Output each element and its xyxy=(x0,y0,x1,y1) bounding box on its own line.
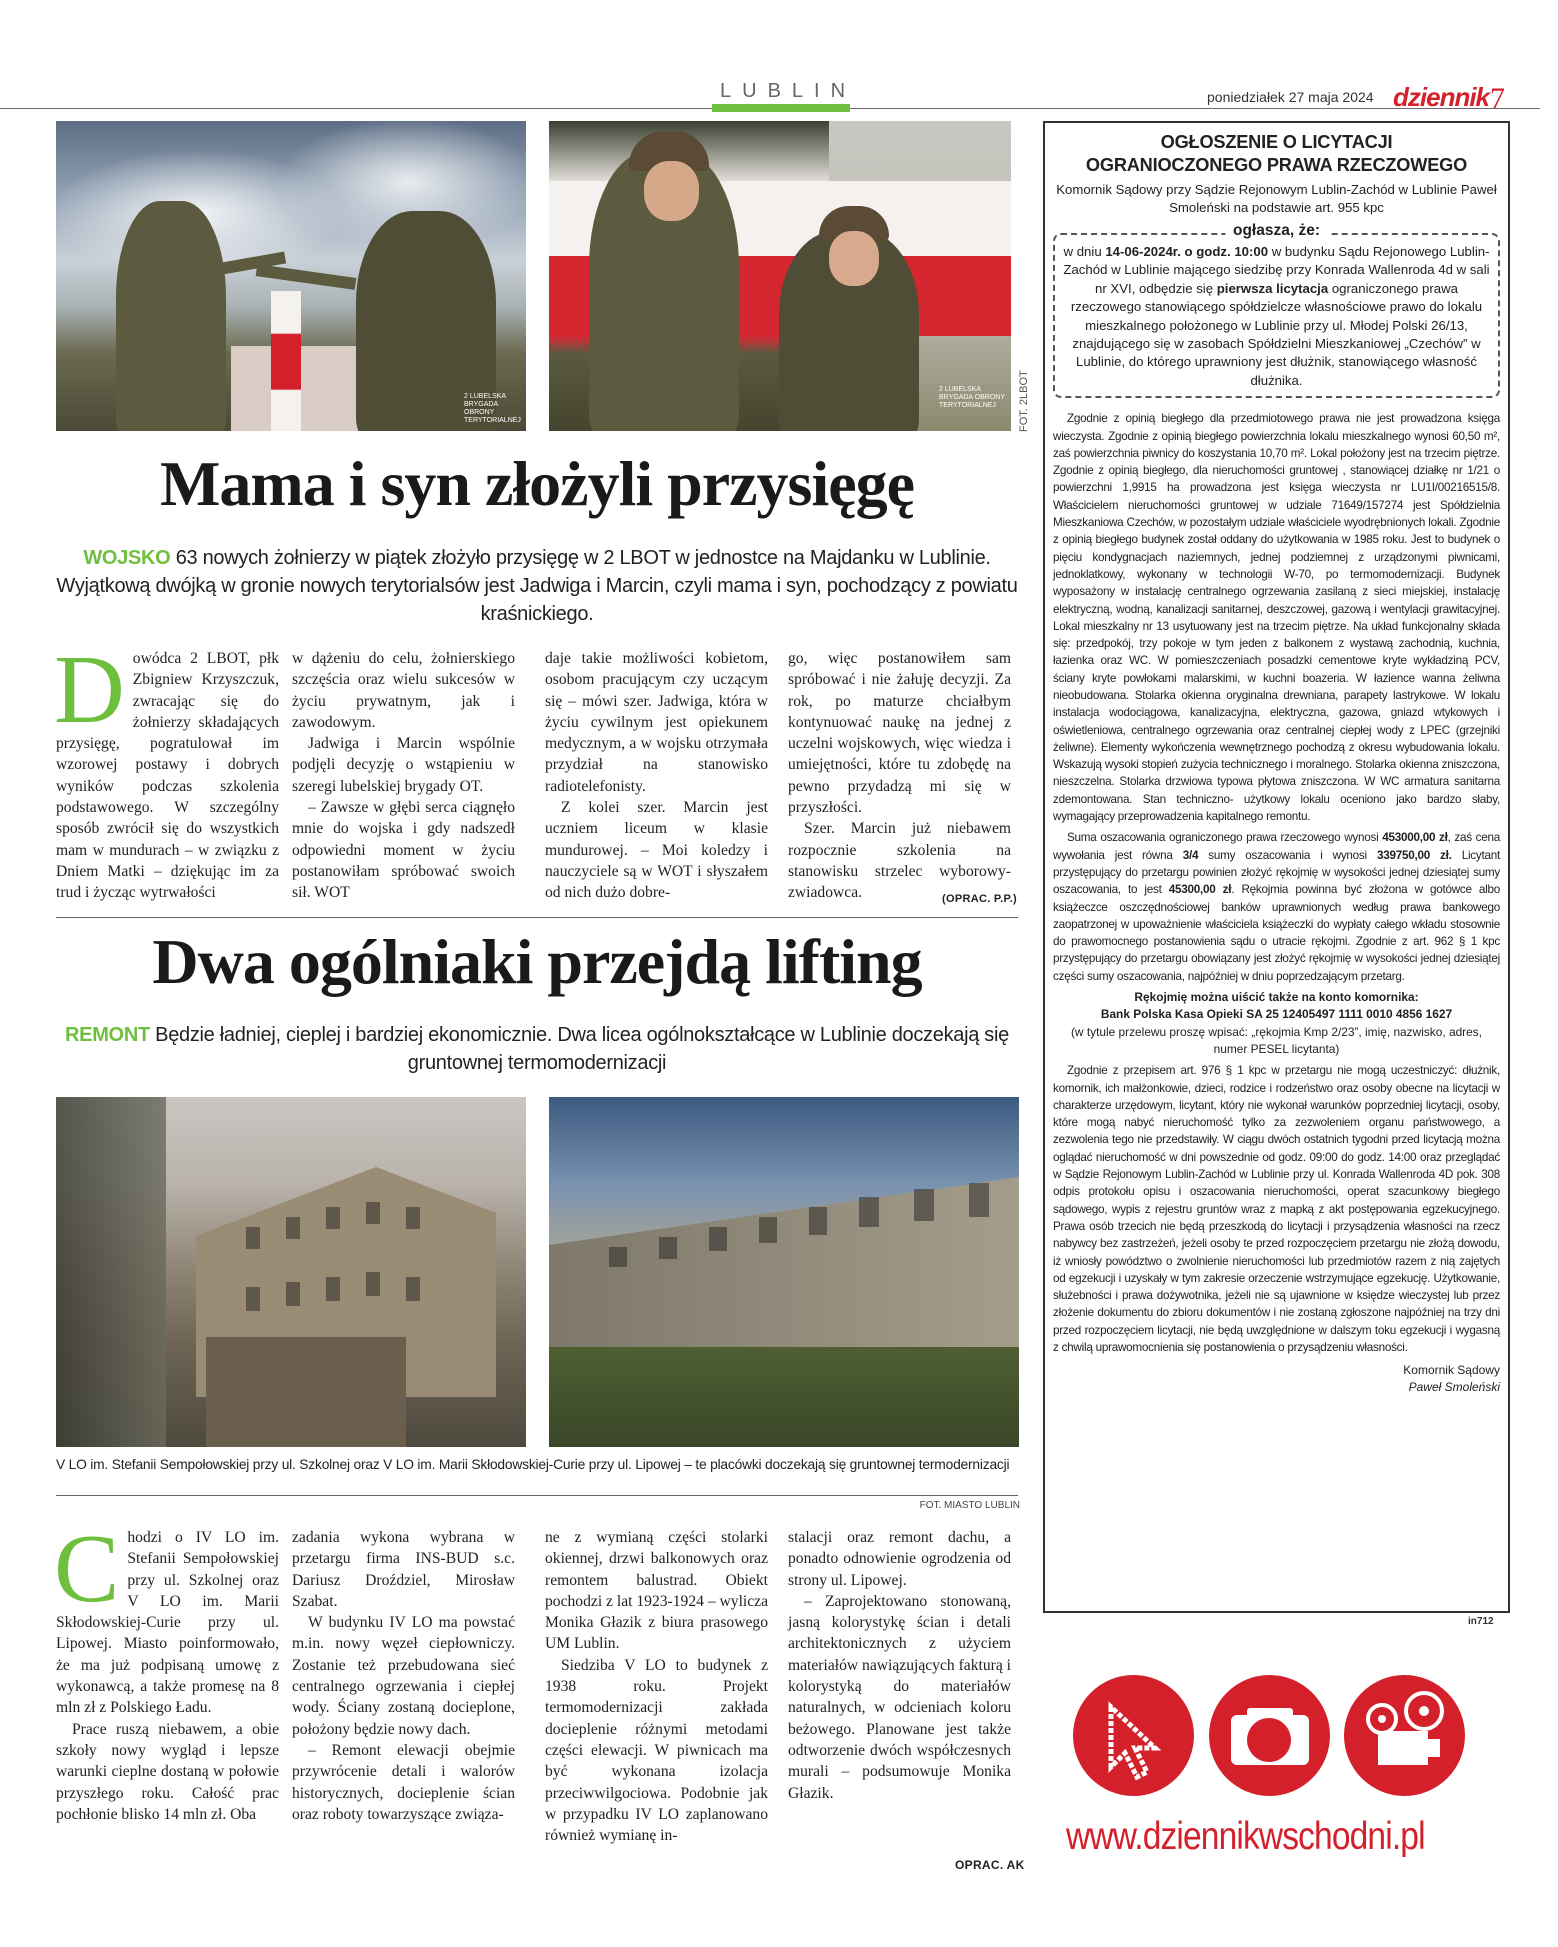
notice-issuer: Komornik Sądowy przy Sądzie Rejonowym Lublin-Zachód w Lublinie Paweł Smoleński na podstawie art. 955 kpc xyxy=(1056,182,1497,215)
auction-notice xyxy=(1043,121,1510,1613)
paragraph: stalacji oraz remont dachu, a ponadto odnowienie ogrodzenia od strony ul. Lipowej. xyxy=(788,1529,1011,1589)
photo-v-lo-building xyxy=(549,1097,1019,1447)
property-description: Zgodnie z opinią biegłego dla przedmiotowego prawa nie jest prowadzona księga wieczysta. Zgodnie z opinią biegłego powierzchnia lokalu mieszkalnego wynosi 60,50 m², zaś powierzchnia piwnicy do koszystania 10,70 m². Lokal położony jest na trzecim piętrze. Zgodnie z opinią biegłego, dla nieruchomości gruntowej , stanowiącej działkę nr 1/21 o powierzchni 1,9915 ha prowadzona jest księga wieczysta nr LU1I/00216515/8. Właścicielem nieruchomości gruntowej w udziale 71649/157274 jest Spółdzielnia Mieszkaniowa Czechów, w pozostałym udziale właściciele wyodrębnionych lokali. Zgodnie z opinią biegłego budynek został oddany do użytkowania w 1985 roku. Jest to budynek o pięciu kondygnacjach naziemnych, jednej podziemnej z urządzonymi piwnicami, jednoklatkowy, wykonany w technologii W-70, po termomodernizacji. Budynek wyposażony w instalację centralnego ogrzewania zasilaną z sieci miejskiej, instalację elektryczną, wodną, kanalizacji sanitarnej, deszczowej, gazową i wentylacji grawitacyjnej. Lokal mieszkalny nr 13 usytuowany jest na trzecim piętrze. Na układ funkcjonalny składa się: przedpokój, trzy pokoje w tym jeden z balkonem z wystawą zachodnią, kuchnia, łazienka oraz WC. W pomieszczeniach posadzki cementowe kryte wykładziną PCV, ściany kryte powłokami malarskimi, w kuchni boazeria. W łazience wanna żeliwna nieobudowana. Stolarka okienna oryginalna drewniana, parapety lastrykowe. W lokalu instalacja wodociągowa, kanalizacyjna, elektryczna, gazowa, gniazd wtykowych i oświetleniowa, centralnego ogrzewania oraz centralnej ciepłej wody z LPEC (grzejniki żeliwne). Elementy wykończenia wewnętrznego pochodzą z okresu wybudowania lokalu. Wskazują wysoki stopień zużycia technicznego i moralnego. Stolarka okienna zniszczona, nieszczelna. Stolarka drzwiowa typowa płytowa zniszczona. W WC armatura sanitarna zdemontowana. Stan techniczno- użytkowy lokalu oceniono jako bardzo słaby, wymagający przeprowadzenia kapitalnego remontu. xyxy=(1053,412,1500,824)
text: Licytant przystępujący do przetargu powinien złożyć rękojmię w wysokości jednej dziesiątej sumy oszacowania, to jest xyxy=(1053,848,1500,897)
article-column xyxy=(788,648,1011,904)
photo-caption: V LO im. Stefanii Sempołowskiej przy ul. Szkolnej oraz V LO im. Marii Skłodowskiej-Curie przy ul. Lipowej – te placówki doczekają się gruntownej termodernizacji xyxy=(56,1457,1010,1472)
paragraph: owódca 2 LBOT, płk Zbigniew Krzyszczuk, zwracając się do żołnierzy składających przysięgę, pogratulował im wzorowej postawy i dobrych wyników podczas szkolenia podstawowego. W szczególny sposób zwrócił się do wszystkich mam w mundurach – w związku z Dniem Matki – dziękując im za trud i życząc wytrwałości xyxy=(56,650,279,902)
window xyxy=(859,1197,879,1227)
window xyxy=(406,1277,420,1301)
paragraph: – Remont elewacji obejmie przywrócenie detali i walorów historycznych, docieplenie ścian oraz roboty towarzyszące związa- xyxy=(292,1741,515,1823)
window xyxy=(366,1202,380,1224)
lead xyxy=(56,1021,1018,1077)
valuation-paragraph xyxy=(1053,829,1500,985)
notice-signature xyxy=(1053,1362,1500,1396)
paragraph: ne z wymianą części stolarki okiennej, drzwi balkonowych oraz remontem balustrad. Obiekt pochodzi z lat 1923-1924 – wylicza Monika Głazik z biura prasowego UM Lublin. xyxy=(545,1529,769,1653)
section-accent-bar xyxy=(712,104,850,112)
headline: Dwa ogólniaki przejdą lifting xyxy=(152,926,922,997)
auction-date: 14-06-2024r. o godz. 10:00 xyxy=(1105,244,1269,259)
window xyxy=(326,1277,340,1301)
article-column xyxy=(545,1527,768,1846)
lead-text: 63 nowych żołnierzy w piątek złożyło przysięgę w 2 LBOT w jednostce na Majdanku w Lublinie. Wyjątkową dwójką w gronie nowych terytorialsów jest Jadwiga i Marcin, czyli mama i syn, pochodzący z powiatu kraśnickiego. xyxy=(56,547,1018,625)
paragraph: Siedziba V LO to budynek z 1938 roku. Projekt termomodernizacji zakłada docieplenie różnymi metodami części elewacji. W piwnicach ma być wykonana izolacja przeciwwilgociowa. Podobnie jak w przypadku IV LO zaplanowano również wymianę in- xyxy=(545,1656,768,1845)
window xyxy=(406,1207,420,1229)
text: sumy oszacowania i wynosi xyxy=(1198,848,1377,862)
window xyxy=(809,1207,827,1235)
bank-account: Bank Polska Kasa Opieki SA 25 12405497 1111 0010 4856 1627 xyxy=(1100,1007,1453,1022)
window xyxy=(759,1217,777,1243)
signature-title: Komornik Sądowy xyxy=(1403,1363,1500,1378)
text: . Rękojmia powinna być złożona w gotówce albo książeczce oszczędnościowej banków uprawnionych według prawa bankowego zaopatrzonej w upoważnienie właściciela książeczki do wypłaty całego wkładu stosownie do prawomocnego postanowienia sądu o utracie rękojmi. Zgodnie z art. 962 § 1 kpc przystępujący do przetargu obowiązany jest złożyć rękojmię w wysokości jednej dziesiątej części sumy oszacowania, najpóźniej w dniu poprzedzającym przetarg. xyxy=(1053,883,1500,983)
cursor-icon[interactable] xyxy=(1073,1675,1194,1796)
deposit-amount: 45300,00 zł xyxy=(1168,883,1232,897)
window xyxy=(659,1237,677,1259)
auction-type: pierwsza licytacja xyxy=(1216,280,1329,296)
article-column xyxy=(54,1515,279,1825)
lead-text: Będzie ładniej, cieplej i bardziej ekonomicznie. Dwa licea ogólnokształcące w Lublinie doczekają się gruntownej termomodernizacji xyxy=(155,1024,1009,1074)
photo-iv-lo-building xyxy=(56,1097,526,1447)
text: , zaś cena wywołania jest równa xyxy=(1053,831,1500,862)
participation-rules: Zgodnie z przepisem art. 976 § 1 kpc w przetargu nie mogą uczestniczyć: dłużnik, komornik, ich małżonkowie, dzieci, rodzice i rodzeństwo oraz osoby obecne na licytacji w charakterze urzędowym, licytant, który nie wykonał warunków poprzedniej licytacji, osoby, które mogą nabyć nieruchomość tylko za zezwoleniem organu państwowego, a zezwolenia tego nie przedstawiły. W ciągu dwóch ostatnich tygodni przed licytacją można oglądać nieruchomość w dni powszednie od godz. 09:00 do godz. 14:00 oraz przeglądać w Sądzie Rejonowym Lublin-Zachód w Lublinie przy ul. Konrada Wallenroda 4D pok. 308 odpis protokołu opisu i oszacowania nieruchomości, operat szacunkowy biegłego sądowego, wypis z rejestru gruntów wraz z mapką z akt postępowania egzekucyjnego. Prawa osób trzecich nie będą przeszkodą do licytacji i przysądzenia własności na rzecz nabywcy bez zastrzeżeń, jeżeli osoby te przed rozpoczęciem przetargu nie złożą dowodu, iż wniosły powództwo o zwolnienie nieruchomości lub przedmiotów razem z nią zajętych od egzekucji i uzyskały w tym zakresie orzeczenie wstrzymujące egzekucję. Użytkowanie, służebności i prawa dożywotnika, jeżeli nie są ujawnione w księdze wieczystej lub przez złożenie dokumentu do zbioru dokumentów i nie zostaną zgłoszone najpóźniej na trzy dni przed rozpoczęciem licytacji, nie będą uwzględnione w dalszym toku egzekucji i wygasną z chwilą uprawomocnienia się postanowienia o przysądzeniu własności. xyxy=(1053,1064,1500,1354)
paragraph: zadania wykona wybrana w przetargu firma INS-BUD s.c. Dariusz Droździel, Mirosław Szabat. xyxy=(292,1529,515,1610)
paragraph: w dążeniu do celu, żołnierskiego szczęścia oraz wielu sukcesów w życiu prywatnym, jak i zawodowym. xyxy=(292,650,515,731)
lead xyxy=(56,544,1018,628)
headline: Mama i syn złożyli przysięgę xyxy=(159,448,915,519)
text: ograniczonego prawa rzeczowego stanowiącego spółdzielcze własnościowe prawo do lokalu mieszkalnego położonego w Lublinie przy ul. Młodej Polski 26/13, znajdującego się w zasobach Spółdzielni Mieszkaniowej „Czechów” w Lublinie, do którego uprawniony jest dłużnik, stanowiącego własność dłużnika. xyxy=(1070,280,1483,388)
notice-title-line2: OGRANIOCZONEGO PRAWA RZECZOWEGO xyxy=(1085,155,1468,175)
photo-credit: FOT. MIASTO LUBLIN xyxy=(919,1500,1020,1511)
window xyxy=(246,1287,260,1311)
paragraph: W budynku IV LO ma powstać m.in. nowy węzeł ciepłowniczy. Zostanie też przebudowana sieć centralnego ogrzewania i ciepłej wody. Ściany zostaną docieplone, położony będzie nowy dach. xyxy=(292,1614,515,1738)
paragraph: Jadwiga i Marcin wspólnie podjęli decyzję o wstąpieniu w szeregi lubelskiej brygady OT. xyxy=(292,735,515,795)
notice-body xyxy=(1053,410,1500,985)
window xyxy=(286,1217,300,1239)
dropcap: D xyxy=(54,636,125,744)
window xyxy=(969,1183,989,1217)
call-fraction: 3/4 xyxy=(1182,848,1199,862)
photo-mother-and-son xyxy=(549,121,1011,431)
lawn xyxy=(549,1347,1019,1447)
text: w budynku Sądu Rejonowego Lublin-Zachód w Lublinie mającego siedzibę przy Konrada Wallenroda 4d w sali nr XVI, odbędzie się xyxy=(1063,244,1490,296)
window xyxy=(286,1282,300,1306)
film-projector-icon[interactable] xyxy=(1344,1675,1465,1796)
bank-transfer-note: (w tytule przelewu proszę wpisać: „rękojmia Kmp 2/23”, imię, nazwisko, adres, numer PESEL licytanta) xyxy=(1070,1024,1483,1056)
article-column xyxy=(545,648,768,904)
newspaper-logo: dziennik xyxy=(1393,82,1490,112)
camera-icon[interactable] xyxy=(1209,1675,1330,1796)
window xyxy=(366,1272,380,1296)
valuation-sum: 453000,00 zł xyxy=(1382,831,1448,845)
photo-watermark: 2 LUBELSKA BRYGADA OBRONY TERYTORIALNEJ xyxy=(464,393,521,424)
caption-divider xyxy=(56,1495,1018,1496)
article-column xyxy=(292,648,515,904)
text: Suma oszacowania ograniczonego prawa rzeczowego wynosi xyxy=(1067,831,1383,845)
section-label: LUBLIN xyxy=(720,80,857,102)
author-signoff: (OPRAC. P.P.) xyxy=(942,893,1018,905)
article-column xyxy=(292,1527,515,1825)
wall-shape xyxy=(206,1337,406,1447)
window xyxy=(709,1227,727,1251)
text: w dniu xyxy=(1063,244,1106,259)
bank-heading: Rękojmię można uiścić także na konto komornika: xyxy=(1134,990,1419,1005)
paragraph: Szer. Marcin już niebawem rozpocznie szkolenia na stanowisku strzelec wyborowy-zwiadowca. xyxy=(788,820,1011,902)
paragraph: – Zawsze w głębi serca ciągnęło mnie do wojska i gdy nadszedł odpowiedni moment w życiu postanowiłam spróbować swoich sił. WOT xyxy=(292,799,515,902)
kicker: WOJSKO xyxy=(83,547,171,569)
photo-watermark: 2 LUBELSKA BRYGADA OBRONY TERYTORIALNEJ xyxy=(939,386,1005,409)
dropcap: C xyxy=(54,1515,120,1623)
notice-body xyxy=(1053,1062,1500,1356)
signature-name: Paweł Smoleński xyxy=(1408,1380,1500,1395)
window xyxy=(326,1207,340,1229)
face xyxy=(829,231,879,286)
website-link[interactable]: www.dziennikwschodni.pl xyxy=(1066,1815,1425,1858)
face xyxy=(644,161,699,221)
call-price: 339750,00 zł. xyxy=(1376,848,1452,862)
paragraph: Z kolei szer. Marcin jest uczniem liceum w klasie mundurowej. – Moi koledzy i nauczyciele są w WOT i słyszałem od nich dużo dobre- xyxy=(545,799,768,902)
window xyxy=(609,1247,627,1267)
article-divider xyxy=(56,917,1018,918)
soldier-figure xyxy=(116,201,226,431)
paragraph: hodzi o IV LO im. Stefanii Sempołowskiej przy ul. Szkolnej oraz V LO im. Marii Skłodowskiej-Curie przy ul. Lipowej. Miasto poinformowało, że ma już podpisaną umowę z wykonawcą, a także promesę na 8 mln zł z Polskiego Ładu. xyxy=(56,1529,279,1717)
issue-date: poniedziałek 27 maja 2024 xyxy=(1207,89,1374,105)
page-number: 7 xyxy=(1490,82,1505,115)
paragraph: – Zaprojektowano stonowaną, jasną kolorystykę ścian i detali architektonicznych z użyciem materiałów nawiązujących fakturą i kolorystyką do materiałów naturalnych, w odcieniach koloru beżowego. Planowane jest także odtworzenie dwóch współczesnych murali – podsumowuje Monika Głazik. xyxy=(788,1592,1011,1802)
tree-shape xyxy=(56,1097,166,1447)
article-column xyxy=(54,636,279,904)
flag-banner xyxy=(271,291,301,431)
kicker: REMONT xyxy=(65,1024,150,1046)
article-column xyxy=(788,1527,1011,1804)
window xyxy=(246,1227,260,1249)
photo-oath-ceremony xyxy=(56,121,526,431)
notice-box-label: ogłasza, że: xyxy=(1225,222,1328,240)
ad-code: in712 xyxy=(1468,1616,1494,1627)
window xyxy=(914,1189,934,1221)
notice-title-line1: OGŁOSZENIE O LICYTACJI xyxy=(1160,132,1393,152)
author-signoff: OPRAC. AK xyxy=(955,1858,1025,1872)
photo-credit: FOT. 2LBOT xyxy=(1018,370,1030,432)
paragraph: Prace ruszą niebawem, a obie szkoły nowy wygląd i lepsze warunki cieplne dostaną w połowie przyszłego roku. Całość prac pochłonie blisko 14 mln zł. Oba xyxy=(56,1720,279,1823)
paragraph: daje takie możliwości kobietom, osobom pracującym czy uczącym się – mówi szer. Jadwiga, która w życiu cywilnym jest opiekunem medycznym, a w wojsku otrzymała przydział na stanowisko radiotelefonisty. xyxy=(545,650,768,795)
arm-shape xyxy=(256,264,357,290)
paragraph: go, więc postanowiłem sam spróbować i nie żałuję decyzji. Za rok, po maturze chciałbym kontynuować naukę na jednej z uczelni wojskowych, więc wiedza i umiejętności, które tu zdobędę na pewno przydadzą mi się w przyszłości. xyxy=(788,650,1011,817)
bank-details xyxy=(1053,989,1500,1058)
notice-announcement-box xyxy=(1053,222,1500,398)
